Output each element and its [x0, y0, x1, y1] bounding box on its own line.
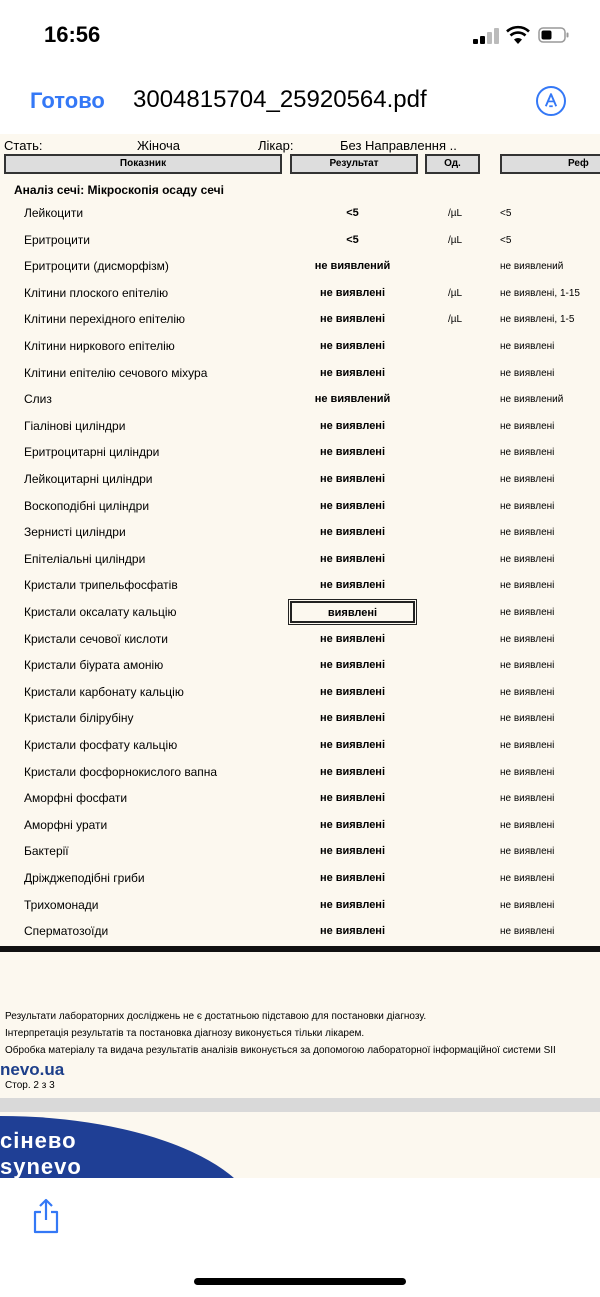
table-row: [0, 201, 600, 227]
row-result: не виявлений: [314, 260, 391, 273]
row-reference: не виявлений: [500, 394, 564, 406]
row-result: не виявлені: [319, 366, 386, 379]
row-result: не виявлені: [319, 659, 386, 672]
row-indicator: Клітини епітелію сечового міхура: [24, 365, 208, 380]
row-reference: не виявлені: [500, 633, 555, 645]
status-bar: [0, 0, 600, 70]
row-result: не виявлені: [319, 286, 386, 299]
table-row: [0, 680, 600, 706]
pdf-page[interactable]: [0, 134, 600, 1178]
website-link[interactable]: nevo.ua: [0, 1060, 65, 1079]
row-result: не виявлені: [319, 499, 386, 512]
done-button[interactable]: Готово: [30, 88, 105, 113]
row-indicator: Гіалінові циліндри: [24, 418, 126, 433]
header-indicator: Показник: [4, 154, 282, 174]
disclaimer-line-3: Обробка матеріалу та видача результатів аналізів виконується за допомогою лабораторної інформаційної системи SII: [5, 1045, 556, 1056]
row-result: <5: [346, 207, 359, 219]
row-indicator: Трихомонади: [24, 897, 99, 912]
row-reference: не виявлений: [500, 261, 564, 273]
row-result: не виявлені: [319, 340, 386, 352]
row-indicator: Епітеліальні циліндри: [24, 551, 146, 566]
row-unit: /µL: [448, 208, 463, 219]
row-reference: не виявлені: [500, 553, 555, 565]
row-result: не виявлені: [319, 685, 386, 698]
row-result: не виявлені: [319, 473, 386, 485]
row-indicator: Еритроцитарні циліндри: [24, 445, 160, 460]
row-result: не виявлені: [319, 526, 386, 539]
table-row: [0, 813, 600, 839]
row-indicator: Клітини ниркового епітелію: [24, 339, 175, 353]
disclaimer-line-2: Інтерпретація результатів та постановка діагнозу виконується тільки лікарем.: [5, 1028, 365, 1039]
table-row: [0, 254, 600, 280]
table-row: [0, 547, 600, 573]
row-reference: не виявлені: [500, 500, 555, 512]
table-row: [0, 866, 600, 892]
row-result: не виявлені: [319, 446, 386, 459]
row-result: не виявлені: [319, 898, 386, 911]
row-reference: не виявлені: [500, 474, 555, 485]
row-indicator: Кристали трипельфосфатів: [24, 578, 178, 593]
row-reference: не виявлені: [500, 793, 555, 805]
brand-logo-ua: сінево: [0, 1128, 77, 1153]
row-result: не виявлені: [319, 818, 386, 831]
table-row: [0, 893, 600, 919]
row-indicator: Кристали карбонату кальцію: [24, 684, 184, 699]
row-indicator: Сперматозоїди: [24, 924, 109, 939]
table-row: [0, 467, 600, 493]
row-result: не виявлені: [319, 632, 386, 645]
table-row: [0, 520, 600, 546]
row-reference: <5: [500, 208, 512, 219]
battery-icon: [538, 27, 570, 43]
table-row: [0, 706, 600, 732]
row-indicator: Воскоподібні циліндри: [24, 498, 150, 513]
row-result: не виявлені: [319, 739, 386, 751]
row-indicator: Дріжджеподібні гриби: [24, 871, 145, 885]
table-row: [0, 733, 600, 759]
row-reference: не виявлені: [500, 740, 555, 751]
table-row: [0, 228, 600, 254]
row-indicator: Аморфні фосфати: [24, 791, 128, 806]
row-reference: не виявлені: [500, 341, 555, 352]
row-result: не виявлені: [319, 845, 386, 858]
row-reference: <5: [500, 234, 512, 246]
table-row: [0, 573, 600, 599]
share-icon[interactable]: [32, 1198, 60, 1234]
row-unit: /µL: [448, 314, 463, 326]
table-row: [0, 361, 600, 387]
table-row: [0, 653, 600, 679]
row-indicator: Кристали біурата амонію: [24, 658, 164, 673]
status-time: 16:56: [44, 22, 101, 47]
row-result: не виявлені: [319, 419, 386, 432]
page-number: Стор. 2 з 3: [5, 1080, 55, 1091]
table-row: [0, 414, 600, 440]
row-result: не виявлені: [319, 313, 386, 326]
row-result: не виявлений: [314, 393, 391, 406]
table-row: [0, 440, 600, 466]
row-unit: /µL: [448, 287, 463, 299]
page-separator: [0, 1098, 600, 1112]
table-row: [0, 839, 600, 865]
row-result: не виявлені: [319, 872, 386, 884]
row-indicator: Кристали сечової кислоти: [24, 631, 168, 646]
row-unit: /µL: [448, 234, 463, 246]
row-indicator: Еритроцити: [24, 232, 90, 247]
wifi-icon: [506, 25, 530, 45]
row-reference: не виявлені: [500, 766, 555, 778]
table-row: [0, 307, 600, 333]
row-reference: не виявлені, 1-15: [500, 287, 580, 299]
row-reference: не виявлені: [500, 660, 555, 672]
section-title: Аналіз сечі: Мікроскопія осаду сечі: [14, 183, 224, 197]
row-result: не виявлені: [319, 579, 386, 592]
row-reference: не виявлені: [500, 899, 555, 911]
row-indicator: Лейкоцитарні циліндри: [24, 472, 153, 486]
table-row: [0, 600, 600, 626]
markup-pen-icon[interactable]: [536, 86, 566, 116]
row-reference: не виявлені: [500, 527, 555, 539]
brand-logo-latin: synevo: [0, 1154, 82, 1178]
header-reference: Реф: [500, 154, 600, 174]
cellular-signal-icon: [473, 28, 499, 44]
row-result: не виявлені: [319, 925, 386, 938]
row-indicator: Кристали білірубіну: [24, 711, 134, 726]
home-indicator[interactable]: [194, 1278, 406, 1285]
row-reference: не виявлені, 1-5: [500, 314, 575, 326]
row-indicator: Слиз: [24, 392, 52, 407]
document-title: 3004815704_25920564.pdf: [133, 86, 427, 113]
header-result: Результат: [290, 154, 418, 174]
row-indicator: Кристали фосфорнокислого вапна: [24, 764, 218, 779]
row-reference: не виявлені: [500, 420, 555, 432]
row-indicator: Клітини плоского епітелію: [24, 285, 169, 300]
row-reference: не виявлені: [500, 713, 555, 725]
table-row: [0, 334, 600, 360]
row-indicator: Бактерії: [24, 844, 69, 859]
table-row: [0, 627, 600, 653]
sex-value: Жіноча: [137, 138, 181, 153]
row-result: не виявлені: [319, 792, 386, 805]
row-reference: не виявлені: [500, 926, 555, 938]
row-indicator: Зернисті циліндри: [24, 525, 126, 540]
table-row: [0, 281, 600, 307]
row-indicator: Кристали фосфату кальцію: [24, 738, 178, 752]
divider: [0, 946, 600, 952]
row-indicator: Клітини перехідного епітелію: [24, 312, 186, 327]
table-row: [0, 387, 600, 413]
row-reference: не виявлені: [500, 819, 555, 831]
row-result: не виявлені: [319, 712, 386, 725]
row-reference: не виявлені: [500, 846, 555, 858]
doctor-label: Лікар:: [258, 138, 294, 153]
row-indicator: Кристали оксалату кальцію: [24, 605, 177, 619]
row-reference: не виявлені: [500, 607, 555, 618]
table-row: [0, 760, 600, 786]
row-reference: не виявлені: [500, 580, 555, 592]
disclaimer-line-1: Результати лабораторних досліджень не є достатньою підставою для постановки діагнозу.: [5, 1011, 427, 1022]
row-reference: не виявлені: [500, 367, 555, 379]
row-result: не виявлені: [319, 765, 386, 778]
row-indicator: Еритроцити (дисморфізм): [24, 259, 169, 274]
row-indicator: Аморфні урати: [24, 817, 108, 832]
table-row: [0, 494, 600, 520]
doctor-value: Без Направлення ..: [340, 138, 457, 153]
row-reference: не виявлені: [500, 686, 555, 698]
row-result-flagged: виявлені: [290, 601, 415, 623]
row-indicator: Лейкоцити: [24, 206, 84, 220]
row-reference: не виявлені: [500, 873, 555, 884]
row-result: не виявлені: [319, 552, 386, 565]
table-row: [0, 786, 600, 812]
row-result: <5: [346, 233, 359, 246]
table-row: [0, 919, 600, 945]
sex-label: Стать:: [4, 138, 43, 153]
header-unit: Од.: [425, 154, 480, 174]
row-reference: не виявлені: [500, 447, 555, 459]
